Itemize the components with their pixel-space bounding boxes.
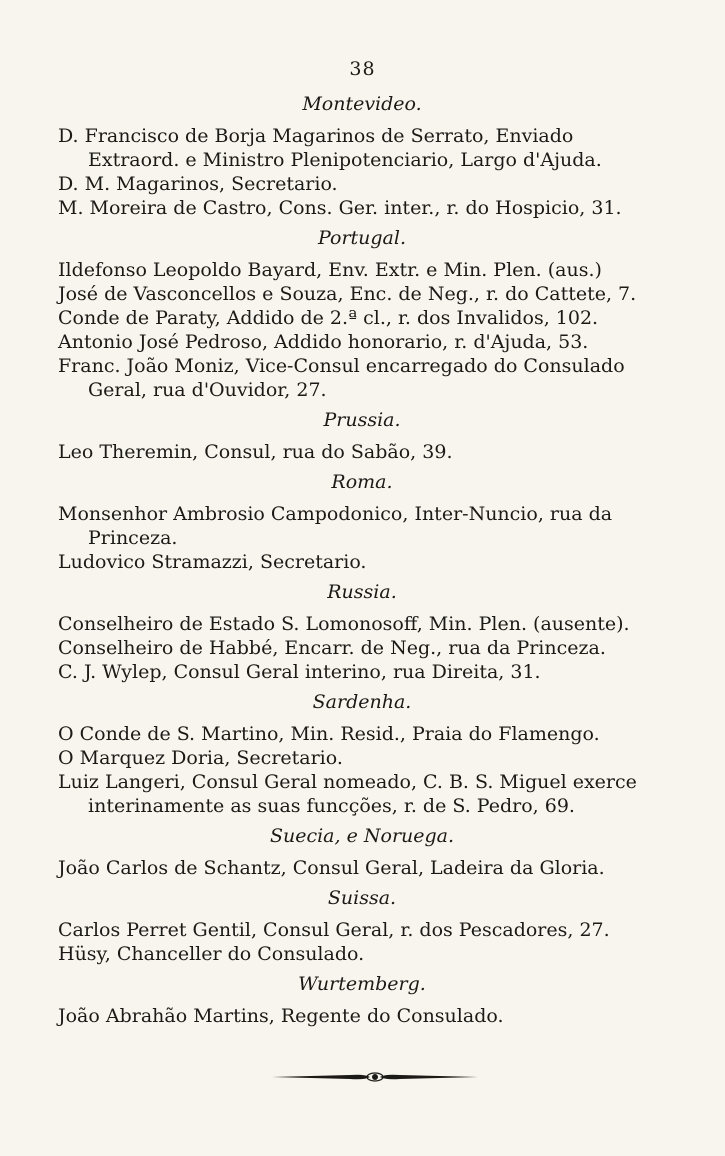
entry: Carlos Perret Gentil, Consul Geral, r. dos Pescadores, 27. bbox=[58, 919, 610, 941]
section-suissa bbox=[58, 886, 666, 966]
section-title: Suecia, e Noruega. bbox=[269, 825, 455, 847]
entry: M. Moreira de Castro, Cons. Ger. inter., r. do Hospicio, 31. bbox=[58, 197, 622, 219]
section-title: Montevideo. bbox=[302, 93, 422, 115]
section-title: Prussia. bbox=[323, 409, 401, 431]
section-montevideo bbox=[58, 92, 666, 220]
entry: Franc. João Moniz, Vice-Consul encarregado do Consulado Geral, rua d'Ouvidor, 27. bbox=[58, 355, 625, 401]
entry: D. M. Magarinos, Secretario. bbox=[58, 173, 338, 195]
entry: D. Francisco de Borja Magarinos de Serrato, Enviado Extraord. e Ministro Plenipotenciario, Largo d'Ajuda. bbox=[58, 125, 602, 171]
entry: José de Vasconcellos e Souza, Enc. de Neg., r. do Cattete, 7. bbox=[58, 283, 637, 305]
entry: Conselheiro de Habbé, Encarr. de Neg., rua da Princeza. bbox=[58, 637, 606, 659]
section-sardenha bbox=[58, 690, 666, 818]
section-title: Russia. bbox=[327, 581, 397, 603]
entry: Leo Theremin, Consul, rua do Sabão, 39. bbox=[58, 441, 453, 463]
section-suecia-noruega bbox=[58, 824, 666, 880]
entry: João Carlos de Schantz, Consul Geral, Ladeira da Gloria. bbox=[58, 857, 605, 879]
entry: Hüsy, Chanceller do Consulado. bbox=[58, 943, 365, 965]
ornamental-rule-icon bbox=[270, 1068, 480, 1086]
entry: O Marquez Doria, Secretario. bbox=[58, 747, 343, 769]
section-title: Wurtemberg. bbox=[298, 973, 426, 995]
entry: Ildefonso Leopoldo Bayard, Env. Extr. e Min. Plen. (aus.) bbox=[58, 259, 602, 281]
entry: C. J. Wylep, Consul Geral interino, rua Direita, 31. bbox=[58, 661, 541, 683]
page-number: 38 bbox=[349, 58, 376, 80]
section-russia bbox=[58, 580, 666, 684]
section-portugal bbox=[58, 226, 666, 402]
page-content bbox=[58, 88, 666, 1034]
section-prussia bbox=[58, 408, 666, 464]
section-roma bbox=[58, 470, 666, 574]
section-title: Portugal. bbox=[317, 227, 406, 249]
entry: O Conde de S. Martino, Min. Resid., Praia do Flamengo. bbox=[58, 723, 600, 745]
entry: Monsenhor Ambrosio Campodonico, Inter-Nuncio, rua da Princeza. bbox=[58, 503, 613, 549]
entry: Conde de Paraty, Addido de 2.ª cl., r. dos Invalidos, 102. bbox=[58, 307, 599, 329]
section-title: Suissa. bbox=[327, 887, 397, 909]
entry: Conselheiro de Estado S. Lomonosoff, Min. Plen. (ausente). bbox=[58, 613, 630, 635]
section-wurtemberg bbox=[58, 972, 666, 1028]
section-title: Roma. bbox=[331, 471, 393, 493]
entry: João Abrahão Martins, Regente do Consulado. bbox=[58, 1005, 504, 1027]
entry: Ludovico Stramazzi, Secretario. bbox=[58, 551, 367, 573]
entry: Luiz Langeri, Consul Geral nomeado, C. B. S. Miguel exerce interinamente as suas funcções, r. de S. Pedro, 69. bbox=[58, 771, 637, 817]
entry: Antonio José Pedroso, Addido honorario, r. d'Ajuda, 53. bbox=[58, 331, 589, 353]
section-title: Sardenha. bbox=[312, 691, 412, 713]
